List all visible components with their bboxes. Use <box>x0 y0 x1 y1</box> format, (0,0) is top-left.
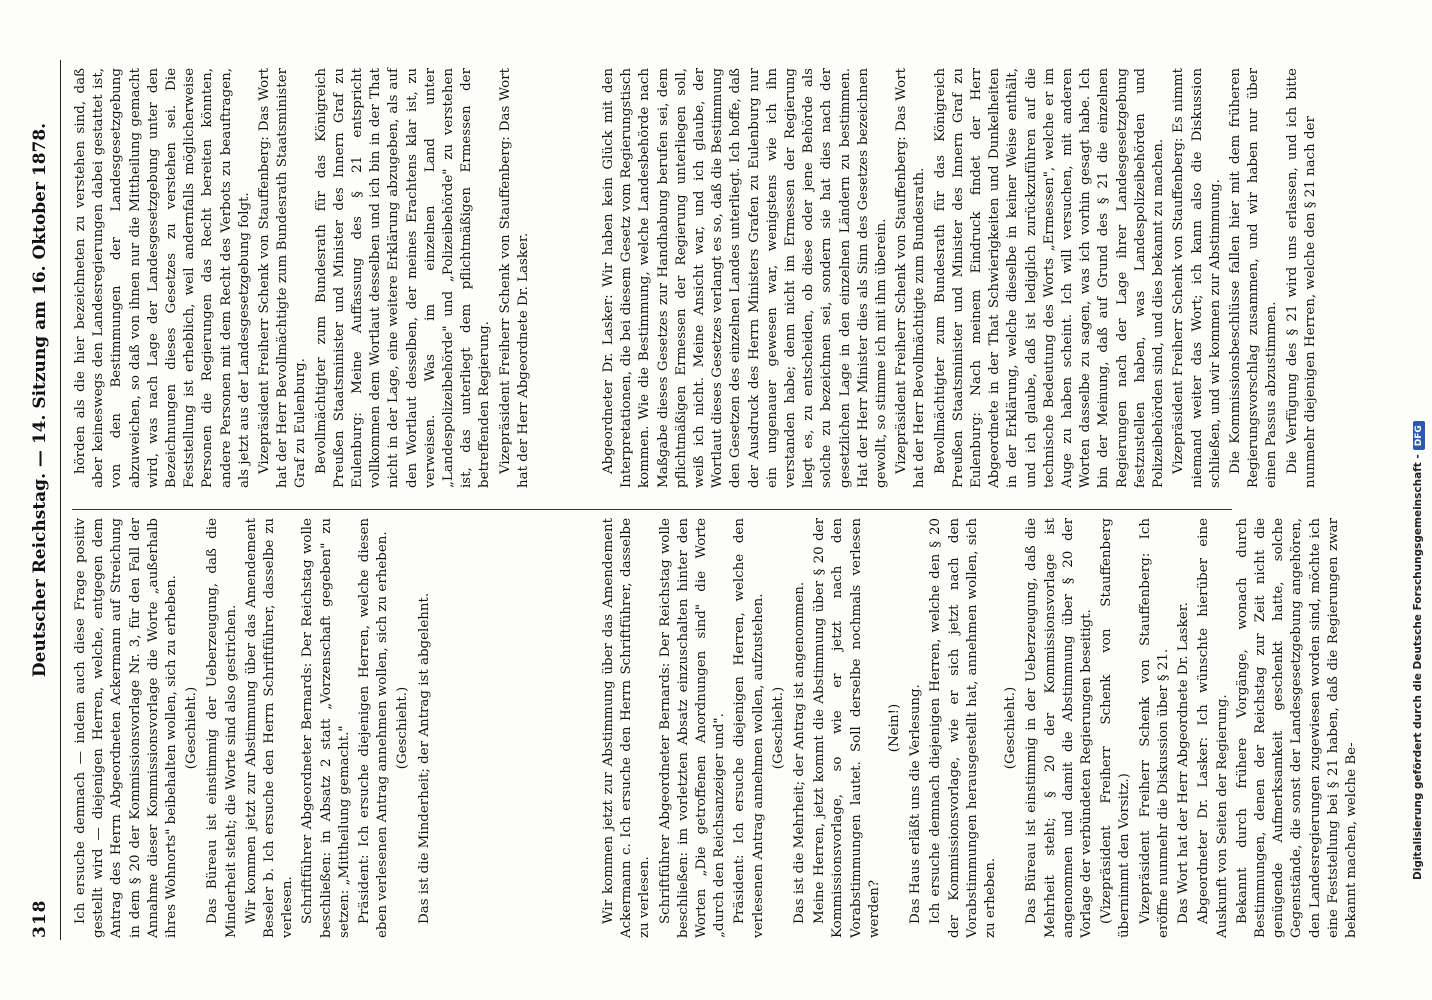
paragraph: hörden als die hier bezeichneten zu verstehen sind, daß aber keineswegs den Landesregierungen dabei gestattet ist, von den Bestimmungen der Landesgesetzgebung abzuweichen, so daß von ihnen nur die Mittheilung gemacht wird, was nach Lage der Landesgesetzgebung unter den Bezeichnungen dieses Gesetzes zu verstehen sei. Die Feststellung ist erheblich, weil andernfalls möglicherweise Personen die Regierungen das Recht bereiten könnten, andere Personen mit dem Recht des Verbots zu beauftragen, als jetzt aus der Landesgesetzgebung folgt. <box>73 68 252 488</box>
paragraph: (Geschieht.) <box>395 686 411 770</box>
paragraph: (Vizepräsident Freiherr Schenk von Stauffenberg übernimmt den Vorsitz.) <box>1099 518 1133 938</box>
column-left-bottom <box>600 518 1359 938</box>
credit-text: Digitalisierung gefördert durch die Deutsche Forschungsgemeinschaft - <box>1412 454 1424 880</box>
paragraph: Ich ersuche demnach diejenigen Herren, welche den § 20 der Kommissionsvorlage, wie er sich jetzt nach den Vorabstimmungen herausgestellt hat, annehmen wollen, sich zu erheben. <box>928 518 999 938</box>
paragraph: Vizepräsident Freiherr Schenk von Stauffenberg: Das Wort hat der Herr Bevollmächtigte zum Bundesrath Staatsminister Graf zu Eulenburg. <box>257 68 309 488</box>
paragraph: Vizepräsident Freiherr Schenk von Stauffenberg: Das Wort hat der Herr Bevollmächtigte zum Bundesrath. <box>894 68 928 488</box>
dfg-logo: DFG <box>1413 421 1425 450</box>
paragraph: Das Haus erläßt uns die Verlesung. <box>908 684 924 924</box>
paragraph: Schriftführer Abgeordneter Bernards: Der Reichstag wolle beschließen: in Absatz 2 statt „Vorzenschaft gegeben" zu setzen: „Mittheilung gemacht." <box>300 518 352 938</box>
paragraph: Abgeordneter Dr. Lasker: Ich wünschte hierüber eine Auskunft von Seiten der Regierung. <box>1196 518 1230 938</box>
paragraph: Präsident: Ich ersuche diejenigen Herren, welche diesen eben verlesenen Antrag annehmen wollen, sich zu erheben. <box>357 518 391 938</box>
paragraph: Vizepräsident Freiherr Schenk von Stauffenberg: Das Wort hat der Herr Abgeordnete Dr. Lasker. <box>497 68 531 488</box>
column-right-bottom <box>600 68 1318 488</box>
paragraph: Bevollmächtigter zum Bundesrath für das Königreich Preußen Staatsminister und Minister des Innern Graf zu Eulenburg: Nach meinem Eindruck findet der Herr Abgeordnete in der That Schwierigkeiten und Dunkelheiten in der Erklärung, welche dieselbe in keiner Weise enthält, und ich glaube, daß ist lediglich zurückzuführen auf die technische Bedeutung des Worts „Ermessen", welche er im Auge zu haben scheint. Ich will versuchen, mit anderen Worten dasselbe zu sagen, was ich vorhin gesagt habe. Ich bin der Meinung, daß auf Grund des § 21 die einzelnen Regierungen nach der Lage ihrer Landesgesetzgebung festzustellen haben, was Landespolizeibehörden und Polizeibehörden sind, und dies bekannt zu machen. <box>932 68 1167 488</box>
paragraph: Präsident: Ich ersuche diejenigen Herren, welche den verlesenen Antrag annehmen wollen, aufzustehen. <box>732 518 766 938</box>
paragraph: (Geschieht.) <box>1003 686 1019 770</box>
column-divider <box>72 509 1232 510</box>
paragraph: Abgeordneter Dr. Lasker: Wir haben kein Glück mit den Interpretationen, die bei diesem Gesetz vom Regierungstisch kommen. Wie die Bestimmung, welche Landesbehörde nach Maßgabe dieses Gesetzes zur Handhabung berufen sei, dem pflichtmäßigen Ermessen der Regierung unterliegen soll, weiß ich nicht. Meine Ansicht war, und ich glaube, der Wortlaut dieses Gesetzes verlangt es so, daß die Bestimmung den Gesetzen des einzelnen Landes unterliegt. Ich hoffe, daß der Ausdruck des Herrn Ministers Grafen zu Eulenburg nur ein ungenauer gewesen war, wenigstens wie ich ihn verstanden habe; denn nicht im Ermessen der Regierung liegt es, zu entscheiden, ob diese oder jene Behörde als solche zu bezeichnen sei, sondern sie hat dies nach der gesetzlichen Lage in den einzelnen Ländern zu bestimmen. Hat der Herr Minister dies als Sinn des Gesetzes bezeichnen gewollt, so stimme ich mit ihm überein. <box>601 68 890 488</box>
paragraph: Das Büreau ist einstimmig in der Ueberzeugung, daß die Mehrheit steht; § 20 der Kommissionsvorlage ist angenommen und damit die Abstimmung über § 20 der Vorlage der verbündeten Regierungen beseitigt. <box>1024 518 1095 938</box>
column-left-top <box>72 518 592 938</box>
paragraph: Das ist die Minderheit; der Antrag ist abgelehnt. <box>416 592 432 924</box>
paragraph: (Geschieht.) <box>770 686 786 770</box>
paragraph: Das Büreau ist einstimmig der Ueberzeugung, daß die Minderheit steht; die Worte sind also gestrichen. <box>205 518 239 938</box>
header-rule <box>60 60 61 940</box>
paragraph: Ich ersuche demnach — indem auch diese Frage positiv gestellt wird — diejenigen Herren, welche, entgegen dem Antrag des Herrn Abgeordneten Ackermann auf Streichung in dem § 20 der Kommissionsvorlage Nr. 3, für den Fall der Annahme dieser Kommissionsvorlage die Worte „außerhalb ihres Wohnorts" beibehalten wollen, sich zu erheben. <box>73 518 180 938</box>
column-right-top <box>72 68 592 488</box>
paragraph: Das Wort hat der Herr Abgeordnete Dr. Lasker. <box>1176 602 1192 924</box>
paragraph: (Nein!) <box>887 703 903 753</box>
running-header: Deutscher Reichstag. — 14. Sitzung am 16. Oktober 1878. <box>30 122 50 678</box>
paragraph: Das ist die Mehrheit; der Antrag ist angenommen. <box>792 581 808 924</box>
paragraph: Bekannt durch frühere Vorgänge, wonach durch Bestimmungen, denen der Reichstag zur Zeit nicht die genügende Aufmerksamkeit geschenkt hatte, solche Gegenstände, die sonst der Landesgesetzgebung angehören, den Landesregierungen zugewiesen worden sind, möchte ich eine Feststellung bei § 21 haben, daß die Regierungen zwar bekannt machen, welche Be- <box>1234 518 1359 938</box>
paragraph: (Geschieht.) <box>184 686 200 770</box>
paragraph: Die Verfügung des § 21 wird uns erlassen, und ich bitte nunmehr diejenigen Herren, welche den § 21 nach der <box>1284 68 1318 488</box>
digitization-credit <box>1412 0 1425 880</box>
paragraph: Die Kommissionsbeschlüsse fallen hier mit dem früheren Regierungsvorschlag zusammen, und wir haben nur über einen Passus abzustimmen. <box>1227 68 1280 488</box>
paragraph: Vizepräsident Freiherr Schenk von Stauffenberg: Ich eröffne nunmehr die Diskussion über § 21. <box>1137 518 1171 938</box>
paragraph: Meine Herren, jetzt kommt die Abstimmung über § 20 der Kommissionsvorlage, so wie er jetzt nach den Vorabstimmungen lautet. Soll derselbe nochmals verlesen werden? <box>812 518 882 938</box>
paragraph: Bevollmächtigter zum Bundesrath für das Königreich Preußen Staatsminister und Minister des Innern Graf zu Eulenburg: Meine Auffassung des § 21 entspricht vollkommen dem Wortlaut desselben und ich bin in der That nicht in der Lage, eine weitere Erklärung abzugeben, als auf den Wortlaut desselben, der meines Erachtens klar ist, zu verweisen. Was im einzelnen Land unter „Landespolizeibehörde" und „Polizeibehörde" zu verstehen ist, das unterliegt dem pflichtmäßigen Ermessen der betreffenden Regierung. <box>313 68 493 488</box>
paragraph: Schriftführer Abgeordneter Bernards: Der Reichstag wolle beschließen: im vorletzten Absatz einzuschalten hinter den Worten „Die getroffenen Anordnungen sind" die Worte „durch den Reichsanzeiger und". <box>657 518 728 938</box>
paragraph: Vizepräsident Freiherr Schenk von Stauffenberg: Es nimmt niemand weiter das Wort; ich kann also die Diskussion schließen, und wir kommen zur Abstimmung. <box>1171 68 1223 488</box>
page-number: 318 <box>30 899 50 938</box>
paragraph: Wir kommen jetzt zur Abstimmung über das Amendement Beseler b. Ich ersuche den Herrn Schriftführer, dasselbe zu verlesen. <box>243 518 296 938</box>
paragraph: Wir kommen jetzt zur Abstimmung über das Amendement Ackermann c. Ich ersuche den Herrn Schriftführer, dasselbe zu verlesen. <box>601 518 653 938</box>
